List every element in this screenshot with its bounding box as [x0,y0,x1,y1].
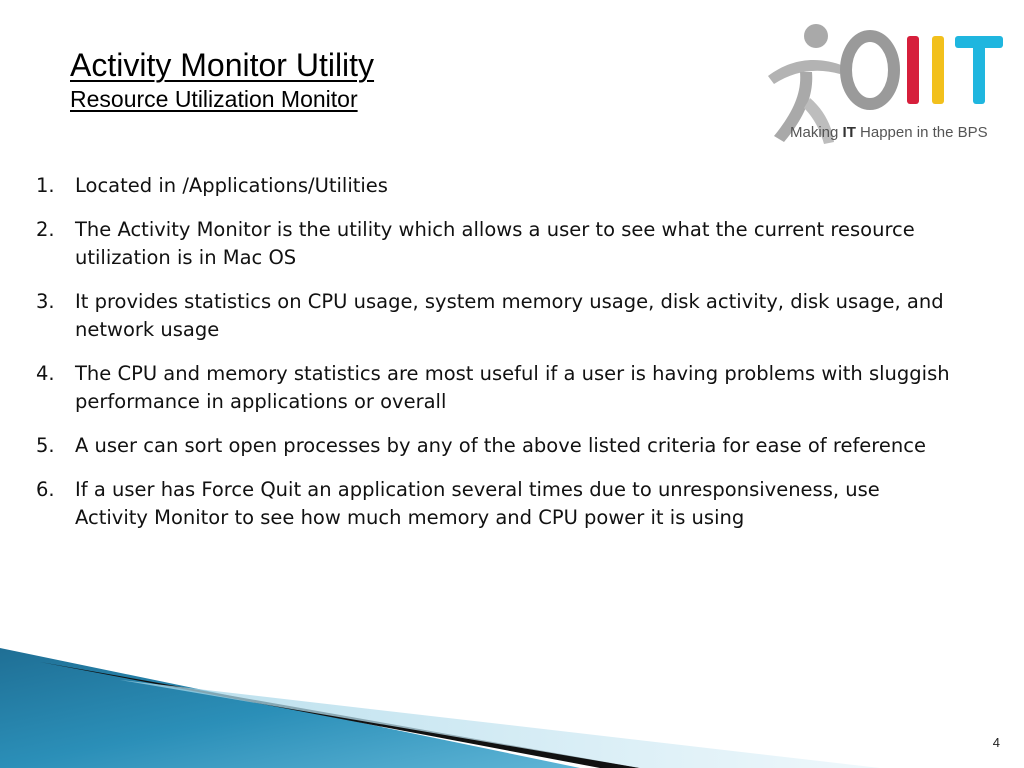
list-item-number: 1. [36,174,55,197]
content-list [36,172,956,548]
list-item-number: 5. [36,434,55,457]
footer-swoosh-decoration [0,640,1024,768]
logo-letter-i-red [907,36,919,104]
list-item-number: 4. [36,362,55,385]
logo-tagline: Making IT Happen in the BPS [790,124,988,141]
title-block [70,46,710,114]
oiit-logo [762,14,1018,154]
list-item-text: It provides statistics on CPU usage, system memory usage, disk activity, disk usage, and network usage [75,290,944,341]
list-item-text: The Activity Monitor is the utility which allows a user to see what the current resource utilization is in Mac OS [75,218,915,269]
list-item [36,172,956,200]
slide-title: Activity Monitor Utility [70,47,375,83]
logo-letter-t-cyan [955,36,1003,104]
list-item-number: 2. [36,218,55,241]
list-item [36,360,956,416]
page-number: 4 [992,735,1000,750]
list-item-text: If a user has Force Quit an application several times due to unresponsiveness, use Activity Monitor to see how much memory and CPU power it is using [75,478,880,529]
list-item-text: The CPU and memory statistics are most useful if a user is having problems with sluggish performance in applications or overall [75,362,950,413]
list-item-number: 3. [36,290,55,313]
logo-letter-i-yellow [932,36,944,104]
list-item-number: 6. [36,478,55,501]
list-item-text: A user can sort open processes by any of the above listed criteria for ease of reference [75,434,926,457]
list-item [36,216,956,272]
list-item [36,432,956,460]
logo-letter-o [846,36,894,104]
list-item-text: Located in /Applications/Utilities [75,174,388,197]
list-item [36,476,956,532]
slide-subtitle: Resource Utilization Monitor [70,86,358,112]
list-item [36,288,956,344]
